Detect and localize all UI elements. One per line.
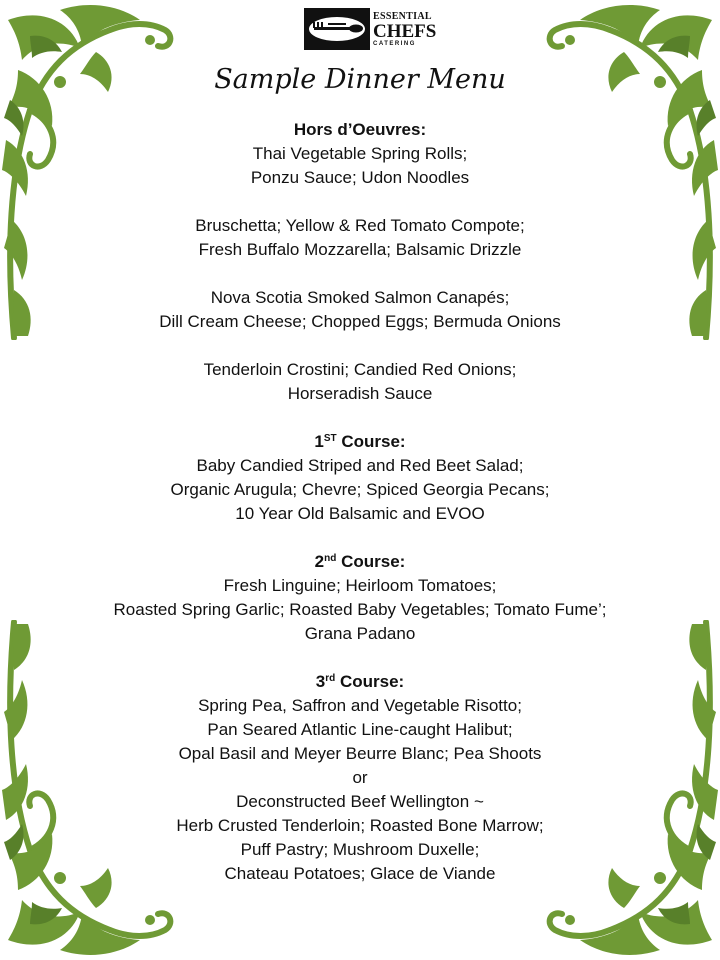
page-title: Sample Dinner Menu bbox=[214, 64, 506, 95]
menu-line: Roasted Spring Garlic; Roasted Baby Vegetables; Tomato Fume’; bbox=[113, 600, 607, 619]
hors-heading: Hors d’Oeuvres: bbox=[293, 120, 427, 139]
menu-line: Deconstructed Beef Wellington ~ bbox=[236, 792, 484, 811]
menu-line: Ponzu Sauce; Udon Noodles bbox=[250, 168, 470, 187]
menu-line: Baby Candied Striped and Red Beet Salad; bbox=[196, 456, 524, 475]
menu-line: Spring Pea, Saffron and Vegetable Risotto; bbox=[198, 696, 522, 715]
menu-line: 10 Year Old Balsamic and EVOO bbox=[235, 504, 485, 523]
menu-line: Dill Cream Cheese; Chopped Eggs; Bermuda Onions bbox=[159, 312, 561, 331]
menu-body bbox=[0, 118, 720, 886]
menu-line: or bbox=[352, 768, 368, 787]
menu-line: Fresh Buffalo Mozzarella; Balsamic Drizzle bbox=[198, 240, 522, 259]
menu-line: Organic Arugula; Chevre; Spiced Georgia Pecans; bbox=[170, 480, 550, 499]
menu-line: Chateau Potatoes; Glace de Viande bbox=[224, 864, 496, 883]
fork-knife-spoon-icon bbox=[304, 8, 370, 50]
brand-line-3: CATERING bbox=[373, 40, 416, 47]
brand-logo bbox=[304, 8, 437, 50]
second-course-heading: 2nd Course: bbox=[314, 552, 406, 571]
menu-line: Opal Basil and Meyer Beurre Blanc; Pea Shoots bbox=[178, 744, 542, 763]
menu-line: Thai Vegetable Spring Rolls; bbox=[252, 144, 468, 163]
menu-line: Bruschetta; Yellow & Red Tomato Compote; bbox=[195, 216, 525, 235]
brand-line-1: ESSENTIAL bbox=[373, 10, 432, 22]
menu-line: Pan Seared Atlantic Line-caught Halibut; bbox=[207, 720, 513, 739]
brand-wordmark bbox=[373, 12, 436, 47]
menu-line: Nova Scotia Smoked Salmon Canapés; bbox=[210, 288, 510, 307]
menu-line: Herb Crusted Tenderloin; Roasted Bone Marrow; bbox=[176, 816, 544, 835]
menu-line: Fresh Linguine; Heirloom Tomatoes; bbox=[223, 576, 497, 595]
menu-line: Horseradish Sauce bbox=[287, 384, 433, 403]
brand-line-2: CHEFS bbox=[373, 20, 437, 42]
menu-line: Tenderloin Crostini; Candied Red Onions; bbox=[203, 360, 517, 379]
menu-line: Grana Padano bbox=[304, 624, 416, 643]
menu-line: Puff Pastry; Mushroom Duxelle; bbox=[240, 840, 480, 859]
first-course-heading: 1ST Course: bbox=[314, 432, 406, 451]
third-course-heading: 3rd Course: bbox=[315, 672, 405, 691]
